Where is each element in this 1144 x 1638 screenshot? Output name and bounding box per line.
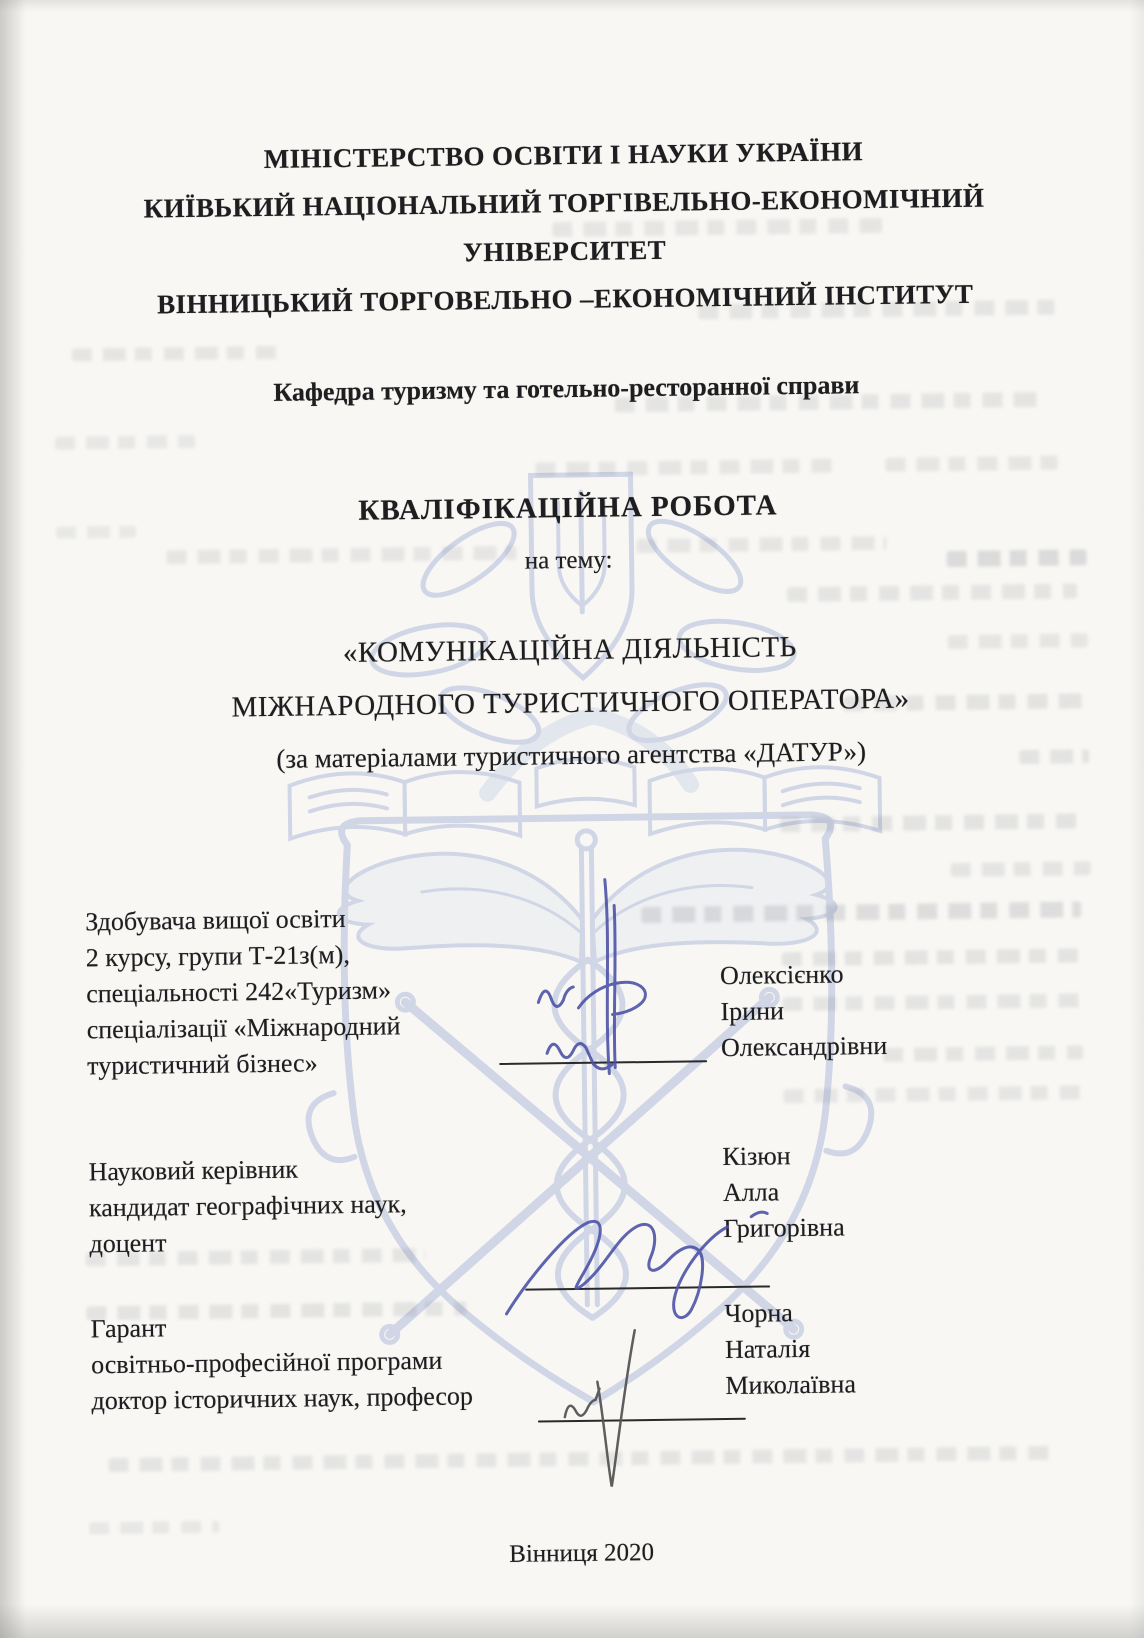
supervisor-signature	[505, 1212, 768, 1320]
university-line1: КИЇВЬКИЙ НАЦІОНАЛЬНИЙ ТОРГІВЕЛЬНО-ЕКОНОМІЧНИЙ	[143, 182, 985, 224]
supervisor-role: Науковий керівник кандидат географічних наук, доцент	[88, 1154, 407, 1259]
thesis-title-line3: (за матеріалами туристичного агентства «ДАТУР»)	[276, 736, 867, 774]
supervisor-signature-line	[526, 1286, 769, 1289]
student-info: Здобувача вищої освіти 2 курсу, групи Т-21з(м), спеціальності 242«Туризм» спеціалізації «Міжнародний туристичний бізнес»	[85, 903, 401, 1081]
work-type-heading: КВАЛІФІКАЦІЙНА РОБОТА	[358, 489, 778, 527]
ministry-line: МІНІСТЕРСТВО ОСВІТИ І НАУКИ УКРАЇНИ	[263, 136, 864, 174]
guarantor-role: Гарант освітньо-професійної програми доктор історичних наук, професор	[90, 1313, 474, 1416]
thesis-title-line1: «КОМУНІКАЦІЙНА ДІЯЛЬНІСТЬ	[342, 631, 797, 669]
university-line2: УНІВЕРСИТЕТ	[462, 234, 667, 268]
guarantor-name: Чорна Наталія Миколаївна	[724, 1298, 857, 1401]
thesis-title-line2: МІЖНАРОДНОГО ТУРИСТИЧНОГО ОПЕРАТОРА»	[231, 682, 910, 724]
city-year-line: Вінниця 2020	[508, 1538, 655, 1568]
student-signature-line	[500, 1061, 706, 1064]
institute-line: ВІННИЦЬКИЙ ТОРГОВЕЛЬНО –ЕКОНОМІЧНИЙ ІНСТИТУТ	[156, 278, 974, 320]
guarantor-signature-line	[539, 1419, 745, 1422]
student-name: Олексієнко Ірини Олександрівни	[719, 959, 888, 1063]
department-line: Кафедра туризму та готельно-ресторанної справи	[273, 370, 860, 407]
guarantor-signature	[564, 1330, 637, 1487]
topic-label: на тему:	[524, 546, 613, 575]
student-signature	[537, 879, 647, 1074]
supervisor-name: Кізюн Алла Григорівна	[722, 1141, 845, 1244]
